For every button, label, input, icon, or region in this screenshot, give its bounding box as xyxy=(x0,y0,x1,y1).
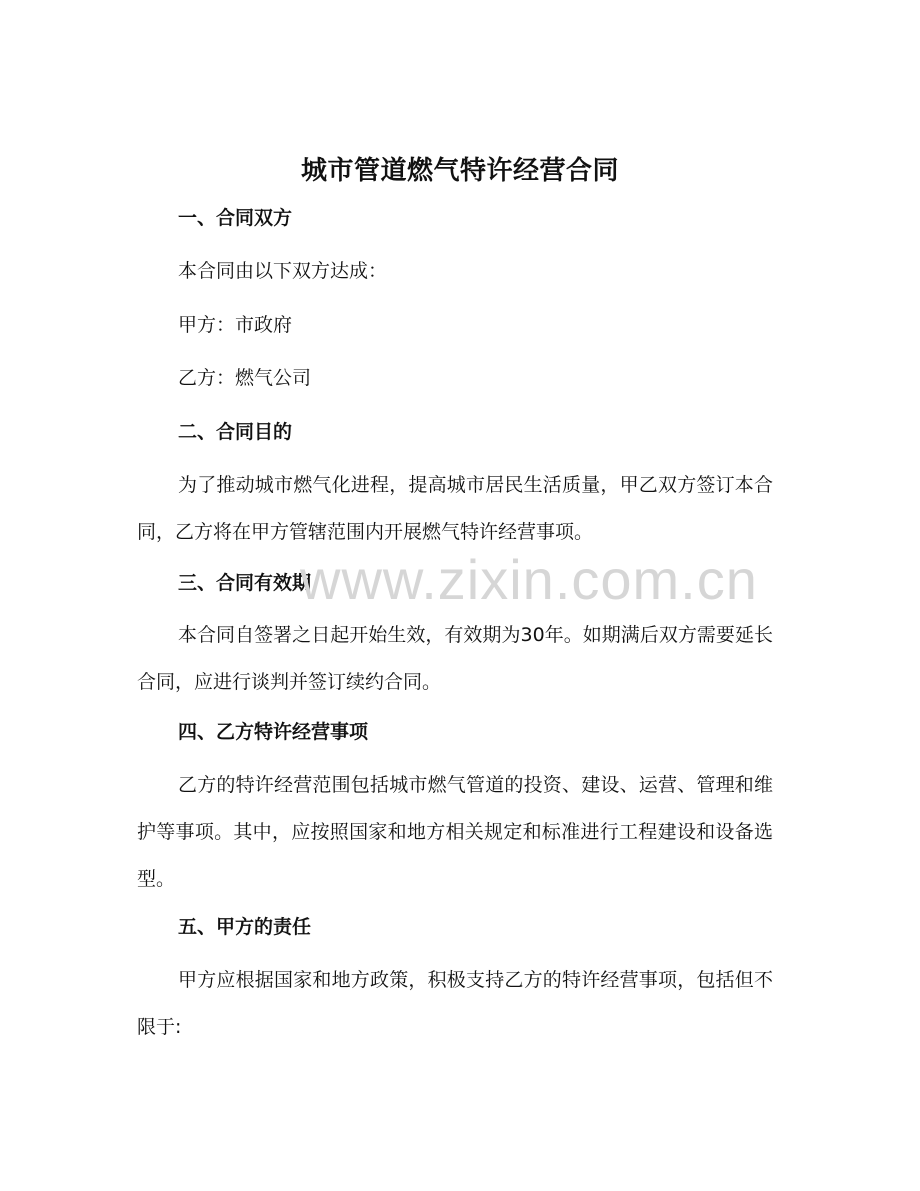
section-heading-franchise-scope: 四、乙方特许经营事项 xyxy=(178,721,369,743)
document-title: 城市管道燃气特许经营合同 xyxy=(300,156,619,186)
section-heading-term: 三、合同有效期 xyxy=(178,572,312,594)
term-paragraph: 本合同自签署之日起开始生效，有效期为30年。如期满后双方需要延长合同，应进行谈判并签订续约合同。 xyxy=(137,624,773,693)
section-heading-purpose: 二、合同目的 xyxy=(178,421,293,443)
franchise-scope-paragraph: 乙方的特许经营范围包括城市燃气管道的投资、建设、运营、管理和维护等事项。其中，应按照国家和地方相关规定和标准进行工程建设和设备选型。 xyxy=(137,774,773,890)
section-heading-party-a-duties: 五、甲方的责任 xyxy=(178,916,312,938)
party-a-line: 甲方：市政府 xyxy=(178,314,293,336)
party-b-line: 乙方：燃气公司 xyxy=(178,367,312,389)
parties-intro-line: 本合同由以下双方达成： xyxy=(178,260,388,282)
section-heading-parties: 一、合同双方 xyxy=(178,207,293,229)
party-a-duties-paragraph: 甲方应根据国家和地方政策，积极支持乙方的特许经营事项，包括但不限于: xyxy=(137,969,773,1038)
watermark-text: www.zixin.com.cn xyxy=(300,548,758,611)
purpose-paragraph: 为了推动城市燃气化进程，提高城市居民生活质量，甲乙双方签订本合同，乙方将在甲方管辖范围内开展燃气特许经营事项。 xyxy=(137,474,773,543)
